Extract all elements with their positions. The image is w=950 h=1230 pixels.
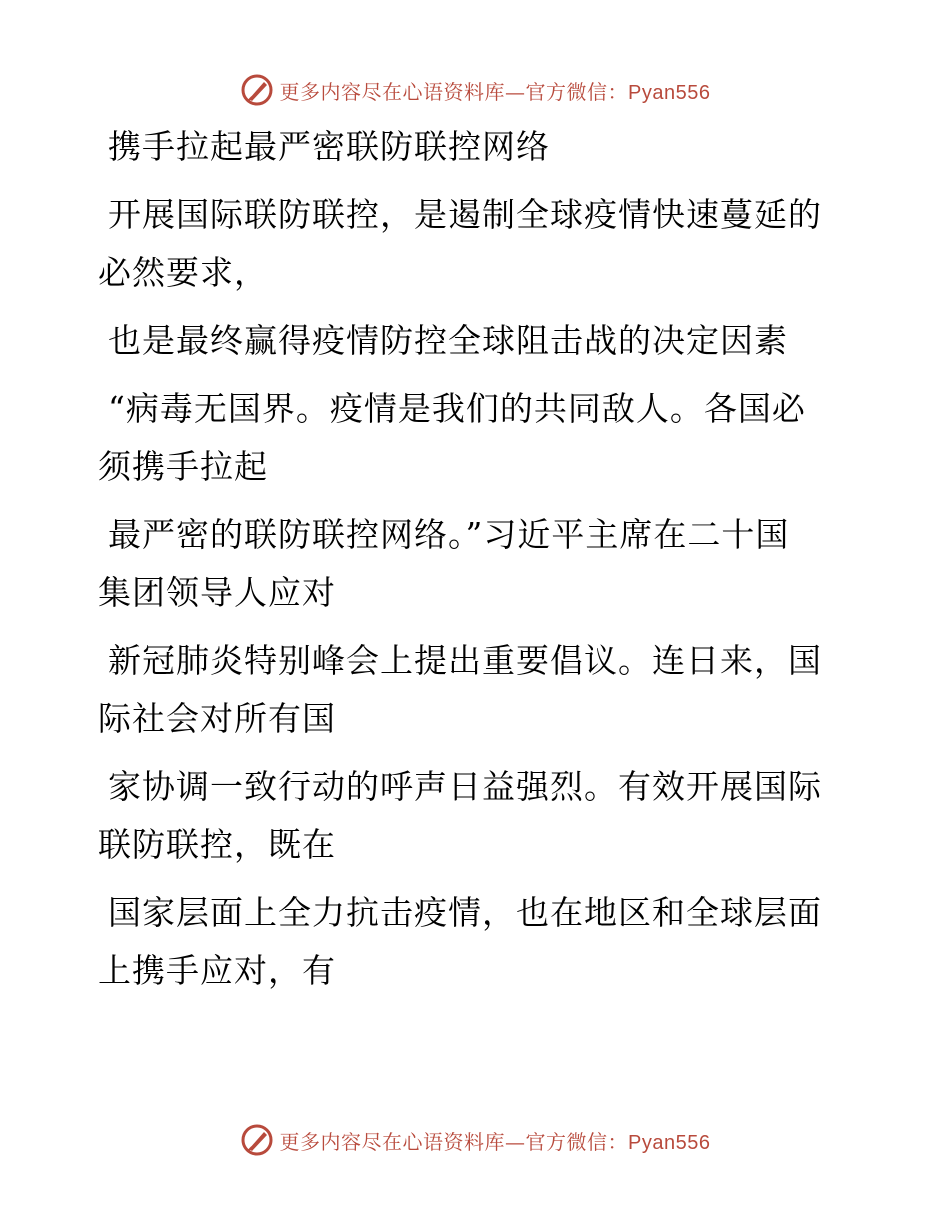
paragraph-line: 上携手应对，有 bbox=[98, 951, 336, 990]
paragraph-line: 集团领导人应对 bbox=[98, 573, 336, 612]
paragraph bbox=[98, 312, 838, 370]
paragraph bbox=[98, 632, 838, 748]
paragraph-line: 也是最终赢得疫情防控全球阻击战的决定因素 bbox=[108, 321, 788, 360]
paragraph bbox=[98, 186, 838, 302]
paragraph-line: 最严密的联防联控网络。”习近平主席在二十国 bbox=[108, 515, 790, 554]
heading: 携手拉起最严密联防联控网络 bbox=[108, 127, 550, 166]
document-body bbox=[98, 118, 838, 1000]
paragraph-line: 开展国际联防联控，是遏制全球疫情快速蔓延的 bbox=[108, 195, 822, 234]
paragraph bbox=[98, 884, 838, 1000]
quill-seal-icon bbox=[240, 1123, 274, 1157]
paragraph bbox=[98, 758, 838, 874]
paragraph bbox=[98, 118, 838, 176]
banner-text: 更多内容尽在心语资料库—官方微信：Pyan556 bbox=[279, 1129, 711, 1154]
paragraph-line: “病毒无国界。疫情是我们的共同敌人。各国必 bbox=[108, 389, 806, 428]
footer-banner bbox=[0, 1120, 950, 1160]
paragraph-line: 新冠肺炎特别峰会上提出重要倡议。连日来，国 bbox=[108, 641, 822, 680]
paragraph bbox=[98, 380, 838, 496]
paragraph-line: 必然要求， bbox=[98, 253, 268, 292]
quill-seal-icon bbox=[240, 73, 274, 107]
paragraph-line: 联防联控，既在 bbox=[98, 825, 336, 864]
paragraph bbox=[98, 506, 838, 622]
header-banner bbox=[0, 70, 950, 110]
paragraph-line: 须携手拉起 bbox=[98, 447, 268, 486]
paragraph-line: 国家层面上全力抗击疫情，也在地区和全球层面 bbox=[108, 893, 822, 932]
paragraph-line: 际社会对所有国 bbox=[98, 699, 336, 738]
paragraph-line: 家协调一致行动的呼声日益强烈。有效开展国际 bbox=[108, 767, 822, 806]
banner-text: 更多内容尽在心语资料库—官方微信：Pyan556 bbox=[279, 79, 711, 104]
